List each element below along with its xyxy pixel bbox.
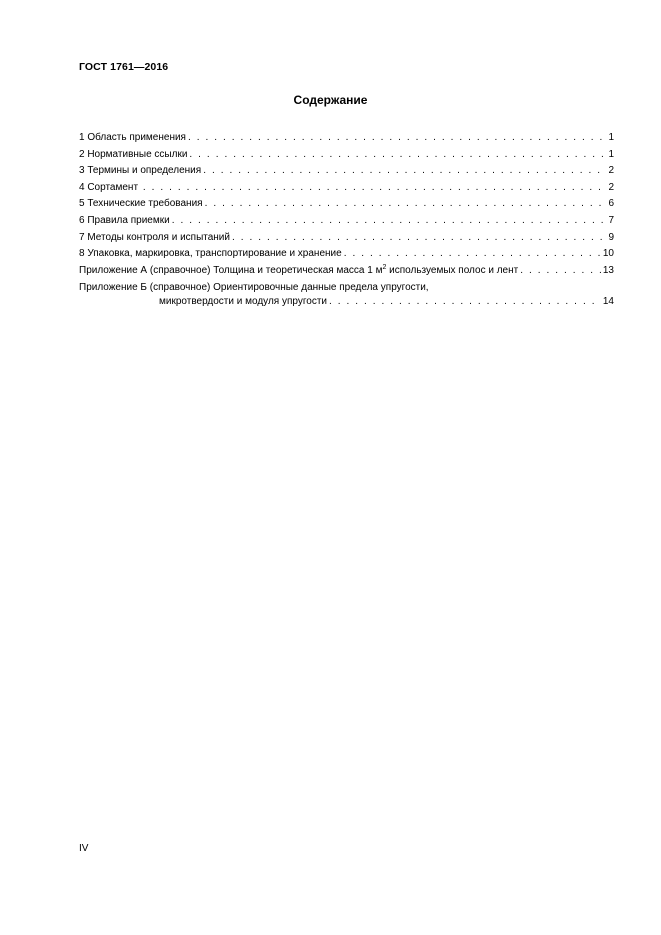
toc-leader-dots: [189, 147, 606, 164]
toc-entry[interactable]: [79, 147, 614, 164]
toc-entry[interactable]: [79, 130, 614, 147]
toc-leader-dots: [232, 230, 606, 247]
toc-entry-appendix-a[interactable]: [79, 263, 614, 280]
document-id-header: ГОСТ 1761—2016: [79, 61, 169, 73]
toc-entry-title: 5 Технические требования: [79, 198, 203, 210]
toc-entry-title-line1: Приложение Б (справочное) Ориентировочные данные предела упругости,: [79, 282, 429, 294]
toc-entry-title: 8 Упаковка, маркировка, транспортирование и хранение: [79, 248, 342, 260]
toc-entry-appendix-b[interactable]: [79, 281, 614, 309]
toc-entry[interactable]: [79, 196, 614, 213]
table-of-contents: [79, 130, 614, 309]
toc-entry-page: 7: [608, 214, 614, 226]
toc-entry-page: 10: [602, 248, 614, 260]
toc-entry-line2: [79, 295, 614, 309]
toc-leader-dots: [203, 163, 606, 180]
toc-entry[interactable]: [79, 230, 614, 247]
toc-entry-title: 3 Термины и определения: [79, 165, 202, 177]
toc-entry-page: 14: [602, 296, 614, 308]
toc-entry-page: 1: [608, 132, 614, 143]
toc-entry-title-part: Приложение А (справочное) Толщина и теоретическая масса 1 м: [79, 264, 383, 276]
toc-entry-page: 1: [608, 148, 614, 160]
toc-entry-title-line2: микротвердости и модуля упругости: [159, 296, 327, 308]
toc-leader-dots: [344, 246, 601, 263]
toc-leader-dots: [172, 213, 607, 230]
toc-entry-page: 13: [602, 264, 614, 276]
toc-entry-title: [79, 263, 518, 280]
toc-entry-page: 2: [608, 181, 614, 193]
toc-entry[interactable]: [79, 180, 614, 197]
toc-entry-page: 6: [608, 198, 614, 210]
toc-leader-dots: [188, 130, 606, 147]
toc-entry[interactable]: [79, 163, 614, 180]
toc-leader-dots: [520, 263, 601, 280]
toc-leader-dots: [329, 295, 601, 309]
page-number: IV: [79, 843, 89, 854]
toc-entry-title: 6 Правила приемки: [79, 214, 170, 226]
superscript-2: 2: [382, 263, 387, 271]
toc-entry-title: 2 Нормативные ссылки: [79, 148, 188, 160]
toc-entry-title: 4 Сортамент: [79, 181, 141, 193]
toc-entry-title-part: используемых полос и лент: [386, 264, 519, 276]
toc-entry[interactable]: [79, 213, 614, 230]
toc-leader-dots: [143, 180, 607, 197]
toc-entry-page: 2: [608, 165, 614, 177]
toc-entry-title: 7 Методы контроля и испытаний: [79, 231, 230, 243]
toc-entry-title: 1 Область применения: [79, 132, 186, 143]
toc-leader-dots: [205, 196, 607, 213]
toc-entry-page: 9: [608, 231, 614, 243]
toc-entry[interactable]: [79, 246, 614, 263]
toc-title: Содержание: [293, 93, 368, 107]
